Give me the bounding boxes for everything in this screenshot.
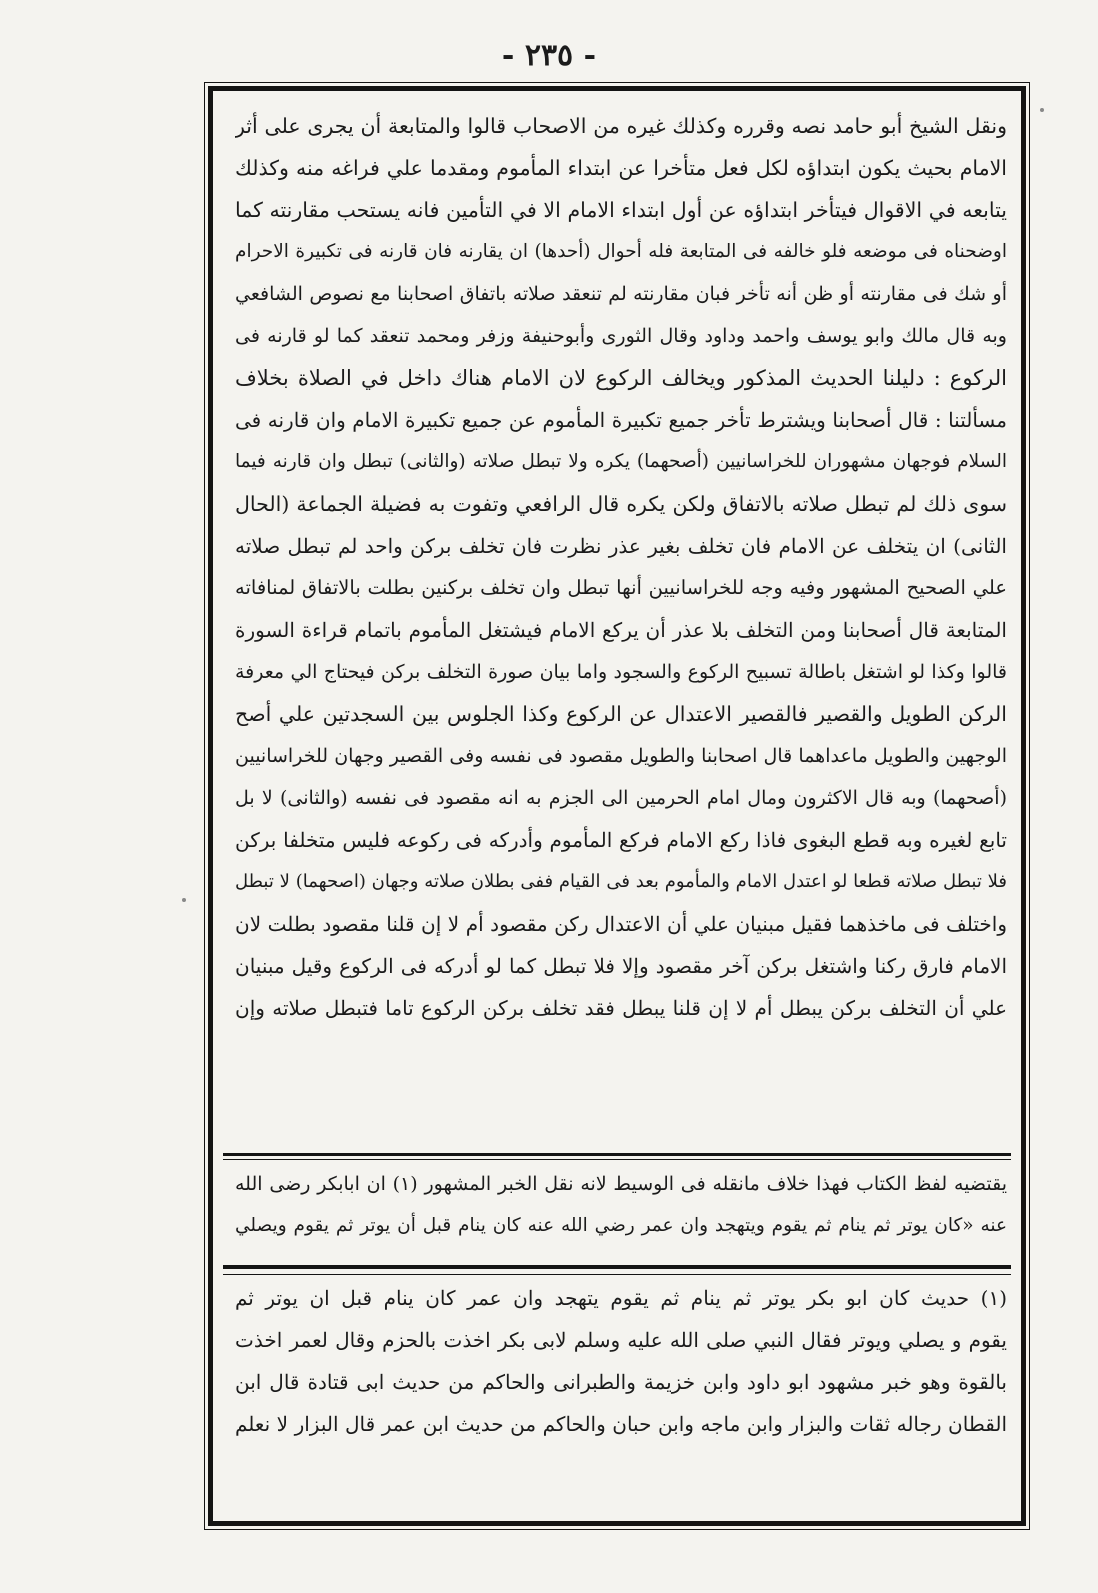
main-text-line: ونقل الشيخ أبو حامد نصه وقرره وكذلك غيره من الاصحاب قالوا والمتابعة أن يجرى على أثر bbox=[235, 114, 1007, 138]
footnote-line: (١) حديث كان ابو بكر يوتر ثم ينام ثم يقوم يتهجد وان عمر كان ينام قبل ان يوتر ثم bbox=[235, 1286, 1007, 1310]
main-text-line: قالوا وكذا لو اشتغل باطالة تسبيح الركوع والسجود واما بيان صورة التخلف بركن فيحتاج الي معرفة bbox=[235, 661, 1007, 683]
commentary-text bbox=[235, 1163, 1007, 1247]
main-text-line: مسألتنا : قال أصحابنا ويشترط تأخر جميع تكبيرة المأموم عن جميع تكبيرة الامام وان قارنه فى bbox=[235, 408, 1007, 432]
commentary-line: عنه «كان يوتر ثم ينام ثم يقوم ويتهجد وان عمر رضي الله عنه كان ينام قبل أن يوتر ثم يقوم ويصلي bbox=[235, 1215, 1007, 1236]
main-text-line: الوجهين والطويل ماعداهما قال اصحابنا والطويل مقصود فى نفسه وفى القصير وجهان للخراسانيين bbox=[235, 745, 1007, 767]
main-text-line: سوى ذلك لم تبطل صلاته بالاتفاق ولكن يكره قال الرافعي وتفوت به فضيلة الجماعة (الحال bbox=[235, 492, 1007, 516]
main-text bbox=[235, 105, 1007, 1029]
main-text-line: الركن الطويل والقصير فالقصير الاعتدال عن الركوع وكذا الجلوس بين السجدتين علي أصح bbox=[235, 702, 1007, 726]
footnote-line: القطان رجاله ثقات والبزار وابن ماجه وابن حبان والحاكم من حديث ابن عمر قال البزار لا نعلم bbox=[235, 1412, 1007, 1436]
main-text-line: أو شك فى مقارنته أو ظن أنه تأخر فبان مقارنته لم تنعقد صلاته باتفاق اصحابنا مع نصوص الشافعي bbox=[235, 283, 1007, 305]
section-divider bbox=[223, 1153, 1011, 1156]
main-text-line: فلا تبطل صلاته قطعا لو اعتدل الامام والمأموم بعد فى القيام ففى بطلان صلاته وجهان (اصحهما) لا تبطل bbox=[235, 871, 1007, 892]
page-number: - ٢٣٥ - bbox=[501, 38, 597, 73]
main-text-line: علي أن التخلف بركن يبطل أم لا إن قلنا يبطل فقد تخلف بركن الركوع تاما فتبطل صلاته وإن bbox=[235, 996, 1007, 1020]
main-text-line: تابع لغيره وبه قطع البغوى فاذا ركع الامام فركع المأموم وأدركه فى ركوعه فليس متخلفا بركن bbox=[235, 828, 1007, 852]
main-text-line: المتابعة قال أصحابنا ومن التخلف بلا عذر أن يركع الامام فيشتغل المأموم باتمام قراءة السورة bbox=[235, 618, 1007, 642]
commentary-line: يقتضيه لفظ الكتاب فهذا خلاف مانقله فى الوسيط لانه نقل الخبر المشهور (١) ان ابابكر رضى الله bbox=[235, 1173, 1007, 1195]
main-text-line: الامام فارق ركنا واشتغل بركن آخر مقصود وإلا فلا تبطل كما لو أدركه فى الركوع وقيل مبنيان bbox=[235, 954, 1007, 978]
main-text-line: (أصحهما) وبه قال الاكثرون ومال امام الحرمين الى الجزم به انه مقصود فى نفسه (والثانى) لا بل bbox=[235, 787, 1007, 809]
scan-speck bbox=[182, 898, 186, 902]
footnote-divider bbox=[223, 1265, 1011, 1269]
footnote-line: بالقوة وهو خبر مشهود ابو داود وابن خزيمة والطبرانى والحاكم من حديث ابى قتادة قال ابن bbox=[235, 1370, 1007, 1394]
main-text-line: الركوع : دليلنا الحديث المذكور ويخالف الركوع لان الامام هناك داخل في الصلاة بخلاف bbox=[235, 366, 1007, 390]
main-text-line: وبه قال مالك وابو يوسف واحمد وداود وقال الثورى وأبوحنيفة وزفر ومحمد تنعقد كما لو قارنه فى bbox=[235, 325, 1007, 347]
text-frame bbox=[208, 86, 1026, 1526]
scan-speck bbox=[1040, 108, 1044, 112]
main-text-line: علي الصحيح المشهور وفيه وجه للخراسانيين أنها تبطل وان تخلف بركنين بطلت بالاتفاق لمنافاته bbox=[235, 576, 1007, 599]
footnotes bbox=[235, 1277, 1007, 1445]
main-text-line: واختلف فى ماخذهما فقيل مبنيان علي أن الاعتدال ركن مقصود أم لا إن قلنا مقصود بطلت لان bbox=[235, 912, 1007, 936]
main-text-line: الثانى) ان يتخلف عن الامام فان تخلف بغير عذر نظرت فان تخلف بركن واحد لم تبطل صلاته bbox=[235, 534, 1007, 558]
main-text-line: الامام بحيث يكون ابتداؤه لكل فعل متأخرا عن ابتداء المأموم ومقدما علي فراغه منه وكذلك bbox=[235, 156, 1007, 180]
main-text-line: السلام فوجهان مشهوران للخراسانيين (أصحهما) يكره ولا تبطل صلاته (والثانى) تبطل وان قارنه فيما bbox=[235, 451, 1007, 472]
main-text-line: يتابعه في الاقوال فيتأخر ابتداؤه عن أول ابتداء الامام الا في التأمين فانه يستحب مقارنته كما bbox=[235, 198, 1007, 222]
footnote-line: يقوم و يصلي ويوتر فقال النبي صلى الله عليه وسلم لابى بكر اخذت بالحزم وقال لعمر اخذت bbox=[235, 1328, 1007, 1352]
main-text-line: اوضحناه فى موضعه فلو خالفه فى المتابعة فله أحوال (أحدها) ان يقارنه فان قارنه فى تكبيرة الاحرام bbox=[235, 241, 1007, 262]
